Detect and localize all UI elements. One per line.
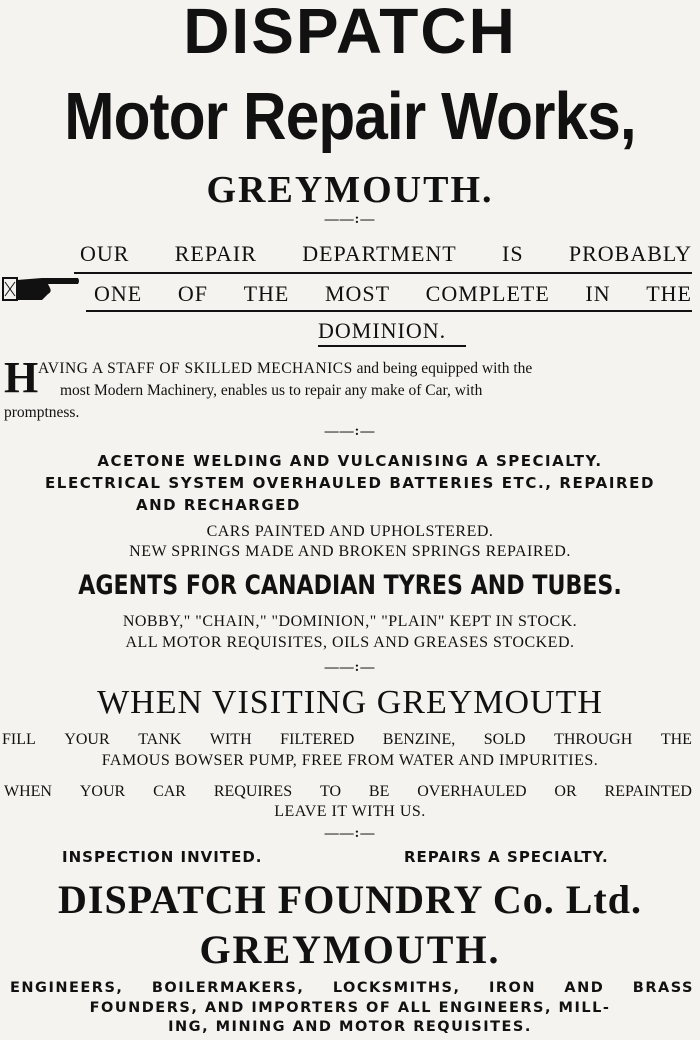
company-name: DISPATCH FOUNDRY Co. Ltd. xyxy=(58,877,642,922)
visiting-line-1 xyxy=(2,731,692,749)
word: BE xyxy=(368,783,390,800)
word: CAR xyxy=(153,783,186,800)
staff-caps: AVING A STAFF OF SKILLED MECHANICS xyxy=(38,360,353,377)
staff-rest: and being equipped with the xyxy=(352,360,533,377)
repair-dept-line-1 xyxy=(80,241,692,267)
word: THE xyxy=(646,281,692,306)
ornament-divider: ——:— xyxy=(324,826,376,841)
agents-heading: AGENTS FOR CANADIAN TYRES AND TUBES. xyxy=(78,570,622,601)
welding-line-1: ACETONE WELDING AND VULCANISING A SPECIALTY. xyxy=(97,452,603,470)
word: PROBABLY xyxy=(568,241,692,266)
trades-line-2: FOUNDERS, AND IMPORTERS OF ALL ENGINEERS, MILL- xyxy=(89,1000,611,1016)
trades-line-1 xyxy=(10,980,694,996)
word: OR xyxy=(554,783,577,800)
word: BOILERMAKERS, xyxy=(151,980,305,996)
word: REQUIRES xyxy=(213,783,293,800)
word: YOUR xyxy=(64,731,110,748)
word: TO xyxy=(319,783,342,800)
word: OUR xyxy=(80,241,130,266)
staff-line-1 xyxy=(38,360,698,378)
word: ONE xyxy=(94,281,143,306)
welding-line-2: ELECTRICAL SYSTEM OVERHAULED BATTERIES ETC., REPAIRED xyxy=(44,474,656,492)
word: COMPLETE xyxy=(425,281,550,306)
company-town: GREYMOUTH. xyxy=(199,927,501,972)
ornament-divider: ——:— xyxy=(324,212,376,227)
inspection-invited: INSPECTION INVITED. xyxy=(62,848,263,866)
cars-line-2: NEW SPRINGS MADE AND BROKEN SPRINGS REPAIRED. xyxy=(129,543,571,560)
visiting-line-2: FAMOUS BOWSER PUMP, FREE FROM WATER AND IMPURITIES. xyxy=(101,752,599,769)
word: IS xyxy=(502,241,524,266)
cars-line-1: CARS PAINTED AND UPHOLSTERED. xyxy=(206,523,494,540)
word: BENZINE, xyxy=(382,731,456,748)
word: IN xyxy=(585,281,611,306)
town-greymouth: GREYMOUTH. xyxy=(206,169,494,211)
welding-line-3: AND RECHARGED xyxy=(136,496,301,514)
word: AND xyxy=(564,980,605,996)
staff-line-3: promptness. xyxy=(4,404,80,421)
pointing-hand-icon xyxy=(2,270,80,306)
word: OF xyxy=(177,281,208,306)
word: REPAINTED xyxy=(604,783,692,800)
rule xyxy=(318,345,466,347)
word: REPAIR xyxy=(174,241,257,266)
word: SOLD xyxy=(483,731,526,748)
word: BRASS xyxy=(632,980,694,996)
staff-line-2: most Modern Machinery, enables us to repair any make of Car, with xyxy=(60,382,483,399)
visiting-heading: WHEN VISITING GREYMOUTH xyxy=(97,684,603,721)
repair-dept-line-2 xyxy=(94,281,692,307)
word: LOCKSMITHS, xyxy=(332,980,461,996)
word: THE xyxy=(243,281,290,306)
agents-line-1: NOBBY," "CHAIN," "DOMINION," "PLAIN" KEPT IN STOCK. xyxy=(122,613,578,630)
word: THE xyxy=(660,731,692,748)
rule xyxy=(86,310,692,312)
agents-line-2: ALL MOTOR REQUISITES, OILS AND GREASES STOCKED. xyxy=(125,634,575,651)
drop-cap: H xyxy=(4,353,39,402)
word: WITH xyxy=(209,731,252,748)
visiting-line-4: LEAVE IT WITH US. xyxy=(274,803,426,820)
word: ENGINEERS, xyxy=(10,980,124,996)
trades-line-3: ING, MINING AND MOTOR REQUISITES. xyxy=(168,1019,532,1035)
word: IRON xyxy=(488,980,536,996)
ornament-divider: ——:— xyxy=(324,660,376,675)
word: TANK xyxy=(138,731,182,748)
rule xyxy=(74,272,692,274)
word: OVERHAULED xyxy=(417,783,527,800)
repair-dept-line-3: DOMINION. xyxy=(318,318,447,343)
visiting-line-3 xyxy=(4,783,692,801)
repairs-specialty: REPAIRS A SPECIALTY. xyxy=(404,848,609,866)
word: WHEN xyxy=(4,783,52,800)
word: YOUR xyxy=(79,783,126,800)
word: FILTERED xyxy=(280,731,355,748)
subtitle-motor-repair-works: Motor Repair Works, xyxy=(64,79,636,154)
title-dispatch: DISPATCH xyxy=(183,0,517,67)
ornament-divider: ——:— xyxy=(324,424,376,439)
word: MOST xyxy=(324,281,391,306)
word: THROUGH xyxy=(554,731,633,748)
word: FILL xyxy=(2,731,36,748)
word: DEPARTMENT xyxy=(302,241,457,266)
